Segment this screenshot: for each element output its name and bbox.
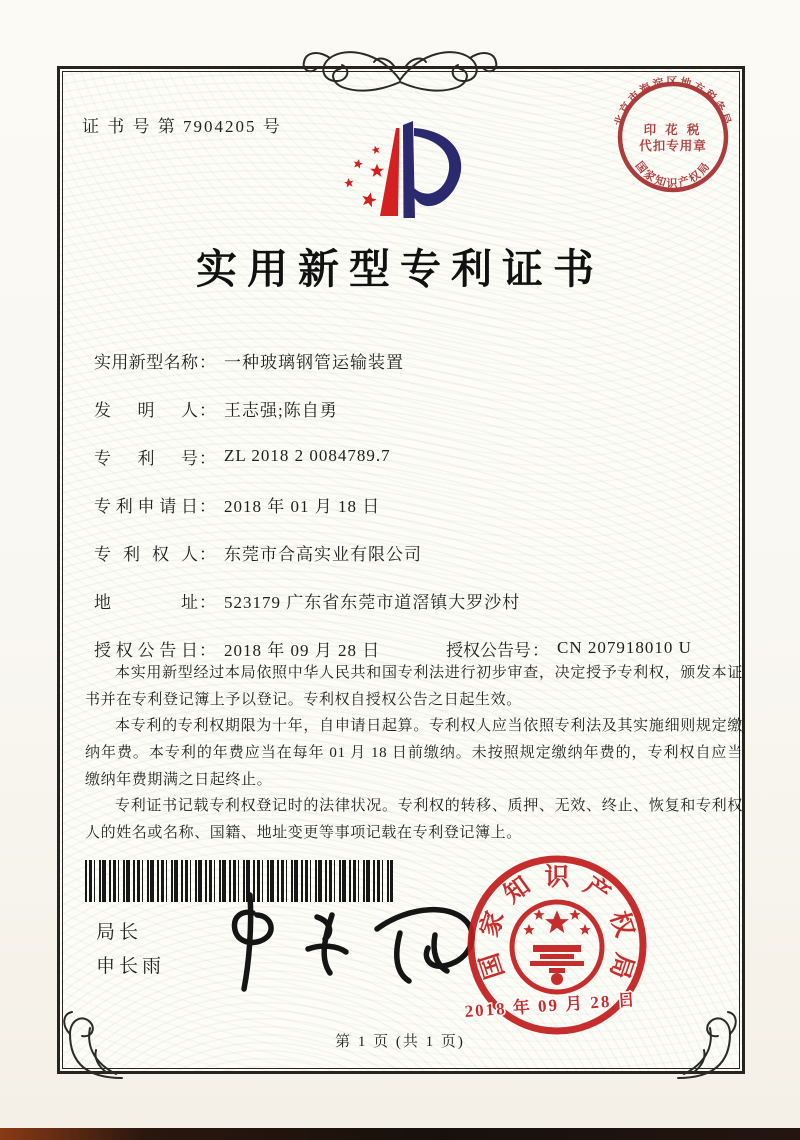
field-row-address [94, 576, 742, 624]
seal-char: 知 [499, 872, 536, 909]
field-colon: ： [199, 544, 216, 564]
seal-char: 权 [604, 908, 638, 941]
field-colon: ： [199, 352, 216, 372]
photo-bottom-edge [0, 1128, 800, 1140]
bottom-right-flourish-ornament-icon [666, 1002, 750, 1086]
field-value: CN 207918010 U [557, 638, 692, 657]
stamp-center-line2: 代扣专用章 [639, 139, 707, 153]
bottom-left-flourish-ornament-icon [50, 1002, 134, 1086]
field-label: 专利号 [94, 448, 198, 468]
legal-paragraph-1: 本实用新型经过本局依照中华人民共和国专利法进行初步审查，决定授予专利权，颁发本证书并在专利登记簿上予以登记。专利权自授权公告之日起生效。 [85, 665, 743, 708]
page-number: 第 1 页 (共 1 页) [335, 1034, 465, 1050]
director-title: 局长 [96, 922, 143, 943]
field-colon: ： [199, 400, 216, 420]
field-label: 地址 [94, 592, 198, 612]
field-row-utility-model-name [94, 336, 742, 384]
field-colon: ： [532, 640, 549, 660]
seal-date: 2018 年 09 月 28 日 [464, 990, 638, 1021]
seal-char: 识 [544, 864, 570, 891]
director-signature-icon [195, 885, 485, 1000]
field-label: 专利申请日 [94, 496, 198, 516]
legal-text [85, 660, 743, 847]
stamp-center-line1: 印 花 税 [643, 123, 703, 137]
field-label: 专利权人 [94, 544, 198, 564]
stamp-top-arc-text: 北京市海淀区地方税务局 [613, 76, 733, 128]
field-list [94, 336, 742, 672]
director-block [96, 916, 165, 984]
field-row-inventors [94, 384, 742, 432]
certificate-number: 证 书 号 第 7904205 号 [82, 117, 282, 136]
top-flourish-ornament-icon [270, 36, 530, 100]
cnipa-logo-icon [318, 98, 493, 238]
legal-paragraph-3: 专利证书记载专利权登记时的法律状况。专利权的转移、质押、无效、终止、恢复和专利权人的姓名或名称、国籍、地址变更等事项记载在专利登记簿上。 [85, 798, 743, 842]
field-value: 2018 年 01 月 18 日 [224, 496, 381, 516]
certificate-title: 实用新型专利证书 [196, 246, 604, 292]
field-row-filing-date [94, 480, 742, 528]
field-value: ZL 2018 2 0084789.7 [224, 446, 391, 465]
field-label: 授权公告号 [446, 640, 531, 660]
seal-char: 家 [476, 908, 510, 941]
svg-text:国家知识产权局 [633, 158, 714, 190]
director-name: 申长雨 [96, 956, 166, 977]
field-colon: ： [199, 592, 216, 612]
field-value: 东莞市合高实业有限公司 [224, 544, 422, 564]
legal-paragraph-2: 本专利的专利权期限为十年，自申请日起算。专利权人应当依照专利法及其实施细则规定缴纳年费。本专利的年费应当在每年 01 月 18 日前缴纳。未按照规定缴纳年费的，专利权自应当缴纳年费期满之日起终止。 [85, 718, 743, 788]
seal-char: 国 [476, 949, 510, 982]
seal-char: 局 [604, 949, 638, 982]
svg-text:北京市海淀区地方税务局 [612, 74, 734, 128]
field-value: 523179 广东省东莞市道滘镇大罗沙村 [224, 592, 521, 612]
stamp-duty-seal-icon [598, 62, 748, 212]
field-row-patent-number [94, 432, 742, 480]
cnipa-official-seal-icon [447, 835, 667, 1055]
seal-char: 产 [578, 872, 615, 909]
field-label: 发明人 [94, 400, 198, 420]
field-value: 2018 年 09 月 28 日 [224, 640, 381, 660]
field-label: 实用新型名称 [94, 352, 198, 372]
field-value: 王志强;陈自勇 [224, 400, 338, 420]
field-value: 一种玻璃钢管运输装置 [224, 352, 404, 372]
field-colon: ： [199, 640, 216, 660]
field-row-patentee [94, 528, 742, 576]
grant-number-group [446, 636, 692, 661]
grant-date-group [94, 636, 446, 661]
stamp-bottom-arc-text: 国家知识产权局 [632, 159, 714, 190]
national-emblem-icon [512, 902, 602, 992]
field-colon: ： [199, 448, 216, 468]
field-colon: ： [199, 496, 216, 516]
field-label: 授权公告日 [94, 640, 198, 660]
